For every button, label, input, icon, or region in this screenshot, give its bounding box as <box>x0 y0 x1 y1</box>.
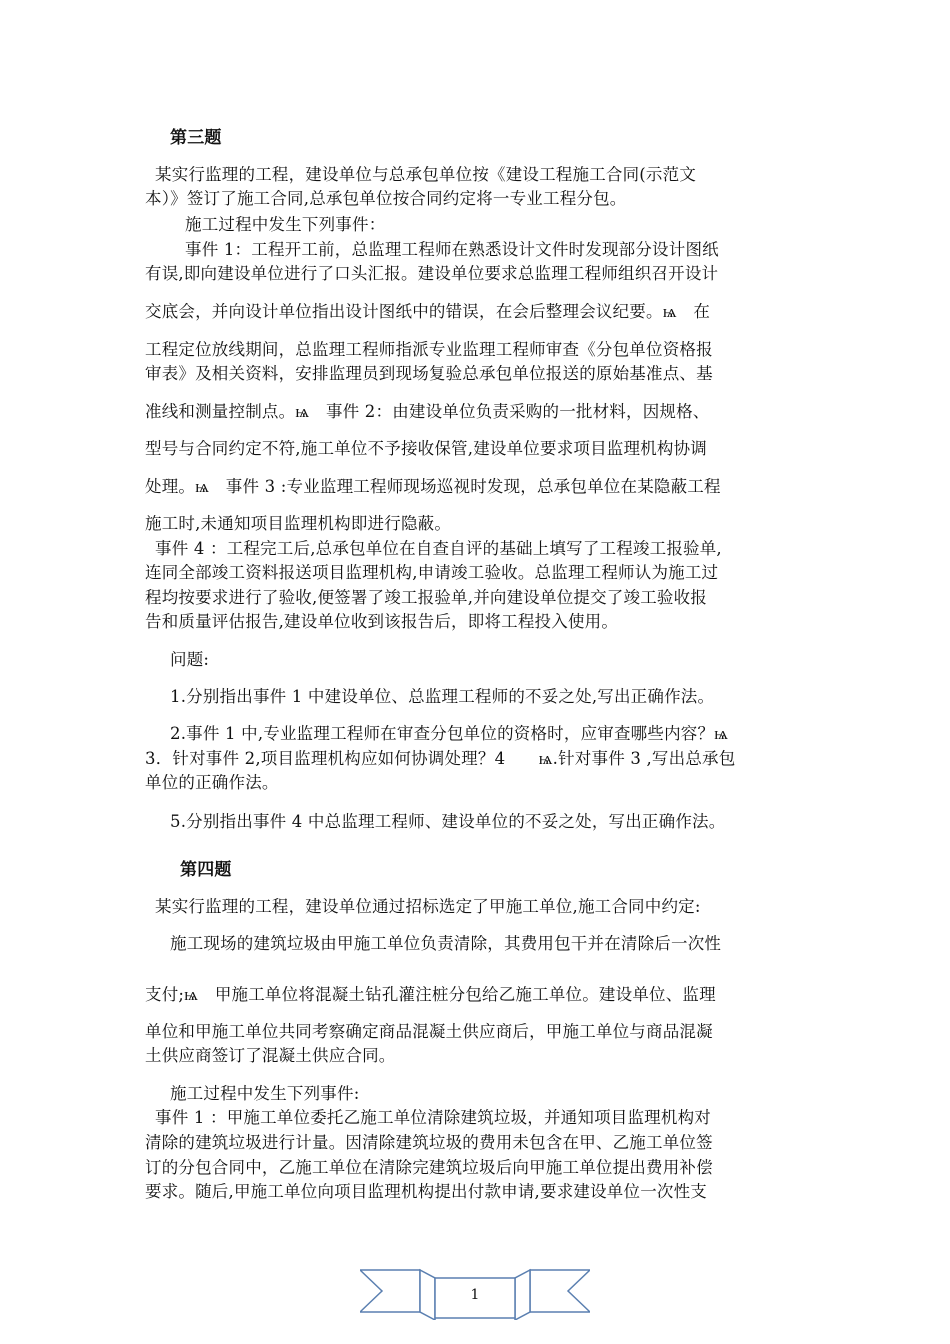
paragraph-line: 工程定位放线期间，总监理工程师指派专业监理工程师审查《分包单位资格报 <box>145 340 713 359</box>
paragraph-line: 某实行监理的工程，建设单位与总承包单位按《建设工程施工合同(示范文 <box>155 165 697 184</box>
section-3-heading: 第三题 <box>170 128 222 148</box>
question-item: 2.事件 1 中,专业监理工程师在审查分包单位的资格时，应审查哪些内容？ѩ <box>170 724 729 743</box>
paragraph-line: 事件 1：工程开工前，总监理工程师在熟悉设计文件时发现部分设计图纸 <box>185 240 719 259</box>
paragraph-line: 交底会，并向设计单位指出设计图纸中的错误，在会后整理会议纪要。ѩ 在 <box>145 302 711 321</box>
paragraph-line: 施工现场的建筑垃圾由甲施工单位负责清除，其费用包干并在清除后一次性 <box>170 934 722 953</box>
paragraph-line: 支付;ѩ 甲施工单位将混凝土钻孔灌注桩分包给乙施工单位。建设单位、监理 <box>145 985 716 1004</box>
question-item: 1.分别指出事件 1 中建设单位、总监理工程师的不妥之处,写出正确作法。 <box>170 687 715 706</box>
paragraph-line: 施工过程中发生下列事件： <box>185 215 386 234</box>
paragraph-line: 有误,即向建设单位进行了口头汇报。建设单位要求总监理工程师组织召开设计 <box>145 264 719 283</box>
question-item: 5.分别指出事件 4 中总监理工程师、建设单位的不妥之处，写出正确作法。 <box>170 812 726 831</box>
paragraph-line: 处理。ѩ 事件 3 :专业监理工程师现场巡视时发现，总承包单位在某隐蔽工程 <box>145 477 721 496</box>
paragraph-line: 要求。随后,甲施工单位向项目监理机构提出付款申请,要求建设单位一次性支 <box>145 1182 707 1201</box>
paragraph-line: 准线和测量控制点。ѩ 事件 2：由建设单位负责采购的一批材料，因规格、 <box>145 402 710 421</box>
paragraph-line: 型号与合同约定不符,施工单位不予接收保管,建设单位要求项目监理机构协调 <box>145 439 707 458</box>
paragraph-line: 事件 1 ：甲施工单位委托乙施工单位清除建筑垃圾，并通知项目监理机构对 <box>155 1108 711 1127</box>
paragraph-line: 单位和甲施工单位共同考察确定商品混凝土供应商后，甲施工单位与商品混凝 <box>145 1022 713 1041</box>
page-number: 1 <box>470 1287 480 1303</box>
paragraph-line: 本）》签订了施工合同,总承包单位按合同约定将一专业工程分包。 <box>145 189 627 208</box>
section-4-heading: 第四题 <box>180 860 232 880</box>
paragraph-line: 连同全部竣工资料报送项目监理机构,申请竣工验收。总监理工程师认为施工过 <box>145 563 719 582</box>
paragraph-line: 施工时,未通知项目监理机构即进行隐蔽。 <box>145 514 452 533</box>
paragraph-line: 清除的建筑垃圾进行计量。因清除建筑垃圾的费用未包含在甲、乙施工单位签 <box>145 1133 713 1152</box>
questions-label: 问题: <box>170 650 210 669</box>
paragraph-line: 程均按要求进行了验收,便签署了竣工报验单,并向建设单位提交了竣工验收报 <box>145 588 707 607</box>
paragraph-line: 审表》及相关资料，安排监理员到现场复验总承包单位报送的原始基准点、基 <box>145 364 713 383</box>
question-item: 单位的正确作法。 <box>145 773 279 792</box>
paragraph-line: 土供应商签订了混凝土供应合同。 <box>145 1046 396 1065</box>
paragraph-line: 告和质量评估报告,建设单位收到该报告后，即将工程投入使用。 <box>145 612 619 631</box>
paragraph-line: 施工过程中发生下列事件: <box>170 1084 360 1103</box>
paragraph-line: 某实行监理的工程，建设单位通过招标选定了甲施工单位,施工合同中约定: <box>155 897 701 916</box>
question-item: 3．针对事件 2,项目监理机构应如何协调处理？4 ѩ.针对事件 3 ,写出总承包 <box>145 749 736 768</box>
paragraph-line: 事件 4 ：工程完工后,总承包单位在自查自评的基础上填写了工程竣工报验单, <box>155 539 722 558</box>
paragraph-line: 订的分包合同中，乙施工单位在清除完建筑垃圾后向甲施工单位提出费用补偿 <box>145 1158 713 1177</box>
page-footer <box>360 1262 590 1320</box>
